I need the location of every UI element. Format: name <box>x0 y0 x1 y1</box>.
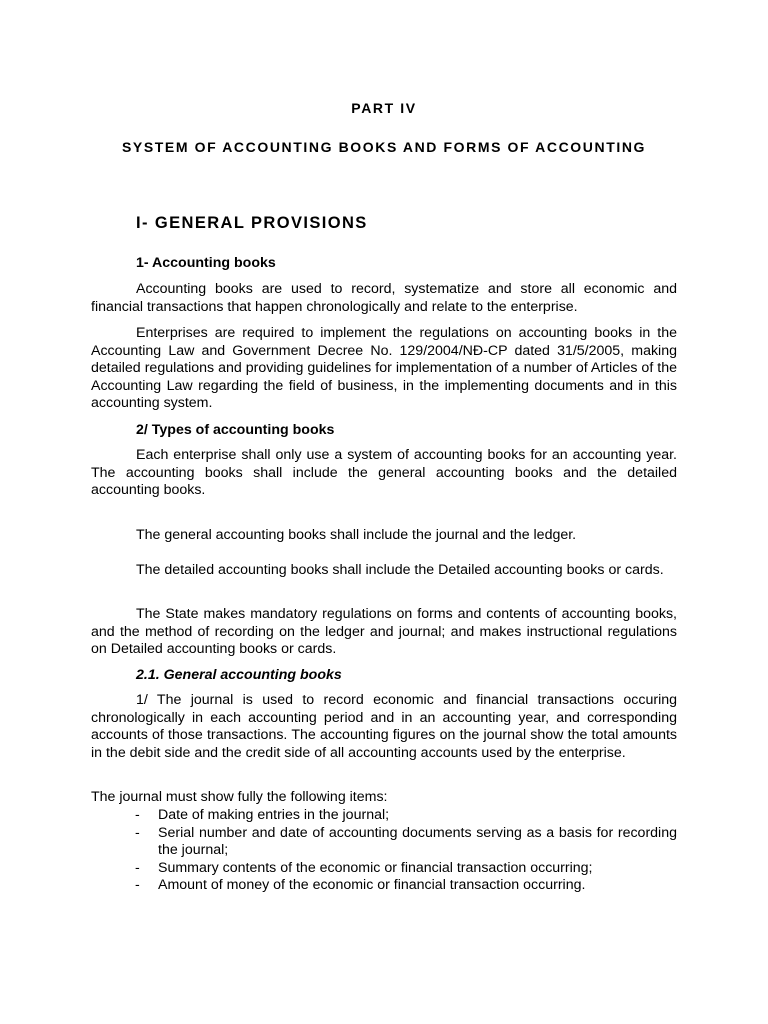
paragraph-detailed-books: The detailed accounting books shall include the Detailed accounting books or cards. <box>136 562 664 578</box>
list-item-text: Amount of money of the economic or financial transaction occurring. <box>158 877 586 894</box>
list-item-text: Date of making entries in the journal; <box>158 807 390 823</box>
list-dash: - <box>135 877 140 894</box>
heading-general-accounting-books: 2.1. General accounting books <box>136 667 342 683</box>
section-title: I- GENERAL PROVISIONS <box>136 214 368 232</box>
paragraph-general-books: The general accounting books shall include the journal and the ledger. <box>136 527 577 543</box>
system-title: SYSTEM OF ACCOUNTING BOOKS AND FORMS OF ACCOUNTING <box>121 139 647 155</box>
part-title: PART IV <box>351 100 417 116</box>
paragraph-accounting-books-purpose: Accounting books are used to record, systematize and store all economic and financial transactions that happen chronologically and relate to the enterprise. <box>91 281 677 315</box>
journal-items-list <box>91 807 677 895</box>
list-dash: - <box>135 859 140 876</box>
paragraph-journal-items-intro: The journal must show fully the following items: <box>91 789 388 805</box>
paragraph-regulations: Enterprises are required to implement the regulations on accounting books in the Accounting Law and Government Decree No. 129/2004/NĐ-CP dated 31/5/2005, making detailed regulations and providing guidelines for implementation of a number of Articles of the Accounting Law regarding the field of business, in the implementing documents and in this accounting system. <box>91 325 677 412</box>
paragraph-state-regulations: The State makes mandatory regulations on forms and contents of accounting books, and the method of recording on the ledger and journal; and makes instructional regulations on Detailed accounting books or cards. <box>91 606 677 658</box>
list-item <box>91 825 677 860</box>
paragraph-journal: 1/ The journal is used to record economic and financial transactions occuring chronologically in each accounting period and in an accounting year, and corresponding accounts of those transactions. The accounting figures on the journal show the total amounts in the debit side and the credit side of all accounting accounts used by the enterprise. <box>91 692 677 761</box>
heading-accounting-books: 1- Accounting books <box>136 255 276 271</box>
list-item-text: Summary contents of the economic or financial transaction occurring; <box>158 859 593 876</box>
list-item <box>91 860 677 878</box>
list-item <box>91 807 677 825</box>
paragraph-system-of-books: Each enterprise shall only use a system of accounting books for an accounting year. The accounting books shall include the general accounting books and the detailed accounting books. <box>91 447 677 499</box>
list-dash: - <box>135 824 140 841</box>
list-item-text: Serial number and date of accounting documents serving as a basis for recording the journal; <box>158 824 677 859</box>
list-dash: - <box>135 807 140 823</box>
list-item <box>91 877 677 895</box>
heading-types-of-books: 2/ Types of accounting books <box>136 422 335 438</box>
